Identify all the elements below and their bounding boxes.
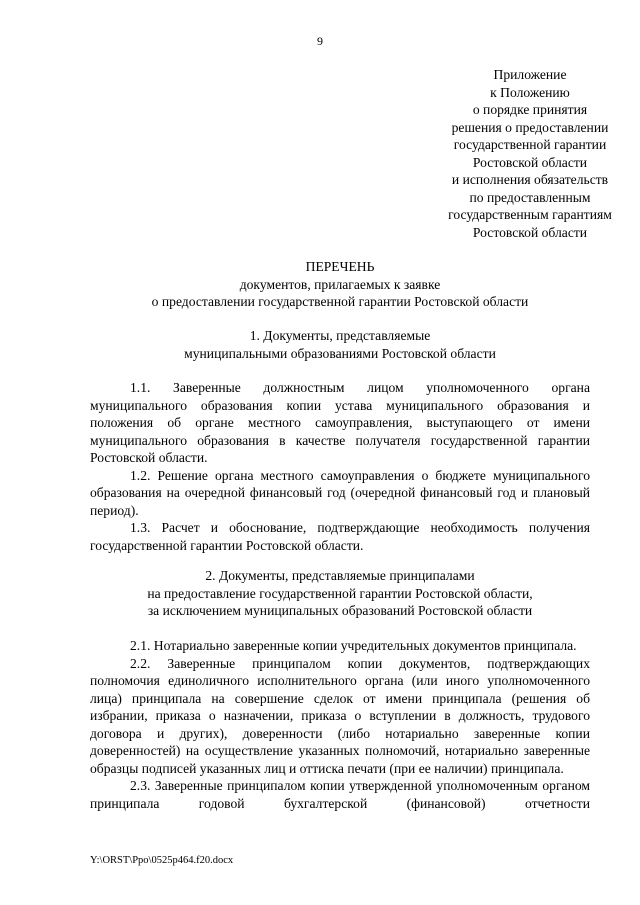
paragraph-1-3: 1.3. Расчет и обоснование, подтверждающие необходимость получения государственной гарантии Ростовской области.	[90, 520, 590, 553]
appendix-line: государственной гарантии	[453, 137, 607, 152]
appendix-line: о порядке принятия	[472, 102, 588, 117]
section-1-heading: 1. Документы, представляемые муниципальными образованиями Ростовской области	[184, 328, 496, 361]
appendix-line: Ростовской области	[472, 154, 588, 170]
section-1-body	[90, 379, 590, 554]
appendix-line: к Положению	[490, 84, 570, 100]
appendix-line: и исполнения обязательств	[451, 172, 609, 187]
appendix-line: государственным гарантиям	[448, 207, 612, 222]
section-2-heading: 2. Документы, представляемые принципалами на предоставление государственной гарантии Ростовской области, за исключением муниципальных образований Ростовской области	[147, 568, 533, 618]
title-line: документов, прилагаемых к заявке	[239, 276, 441, 292]
paragraph-2-2: 2.2. Заверенные принципалом копии документов, подтверждающих полномочия единоличного исполнительного органа (или иного уполномоченного лица) принципала на совершение сделок от имени принципала (решения об избрании, приказа о назначении, приказа о вступлении в должность, трудового договора и других), доверенности (либо нотариально заверенные копии доверенностей) на осуществление указанных полномочий, нотариально заверенные образцы подписей указанных лиц и оттиска печати (при ее наличии) принципала.	[90, 655, 590, 776]
title-line: о предоставлении государственной гарантии Ростовской области	[151, 294, 529, 309]
section-2-body	[90, 637, 590, 812]
appendix-line: Ростовской области	[472, 224, 588, 240]
paragraph-2-1: 2.1. Нотариально заверенные копии учредительных документов принципала.	[130, 638, 577, 653]
title-heading: ПЕРЕЧЕНЬ	[305, 259, 375, 274]
appendix-reference	[380, 66, 640, 241]
appendix-line: решения о предоставлении	[451, 119, 609, 135]
appendix-line: по предоставленным	[469, 189, 591, 205]
page-number: 9	[317, 34, 323, 48]
appendix-line: Приложение	[493, 67, 567, 82]
paragraph-2-3: 2.3. Заверенные принципалом копии утвержденной уполномоченным органом принципала годовой бухгалтерской (финансовой) отчетности	[90, 778, 590, 811]
document-title	[90, 258, 590, 311]
paragraph-1-2: 1.2. Решение органа местного самоуправления о бюджете муниципального образования на очередной финансовый год (очередной финансовый год и плановый период).	[90, 467, 590, 518]
file-path-footer: Y:\ORST\Ppo\0525p464.f20.docx	[90, 855, 234, 866]
paragraph-1-1: 1.1. Заверенные должностным лицом уполномоченного органа муниципального образования копии устава муниципального образования и положения об органе местного самоуправления, выступающего от имени муниципального образования в качестве получателя государственной гарантии Ростовской области.	[90, 380, 590, 465]
